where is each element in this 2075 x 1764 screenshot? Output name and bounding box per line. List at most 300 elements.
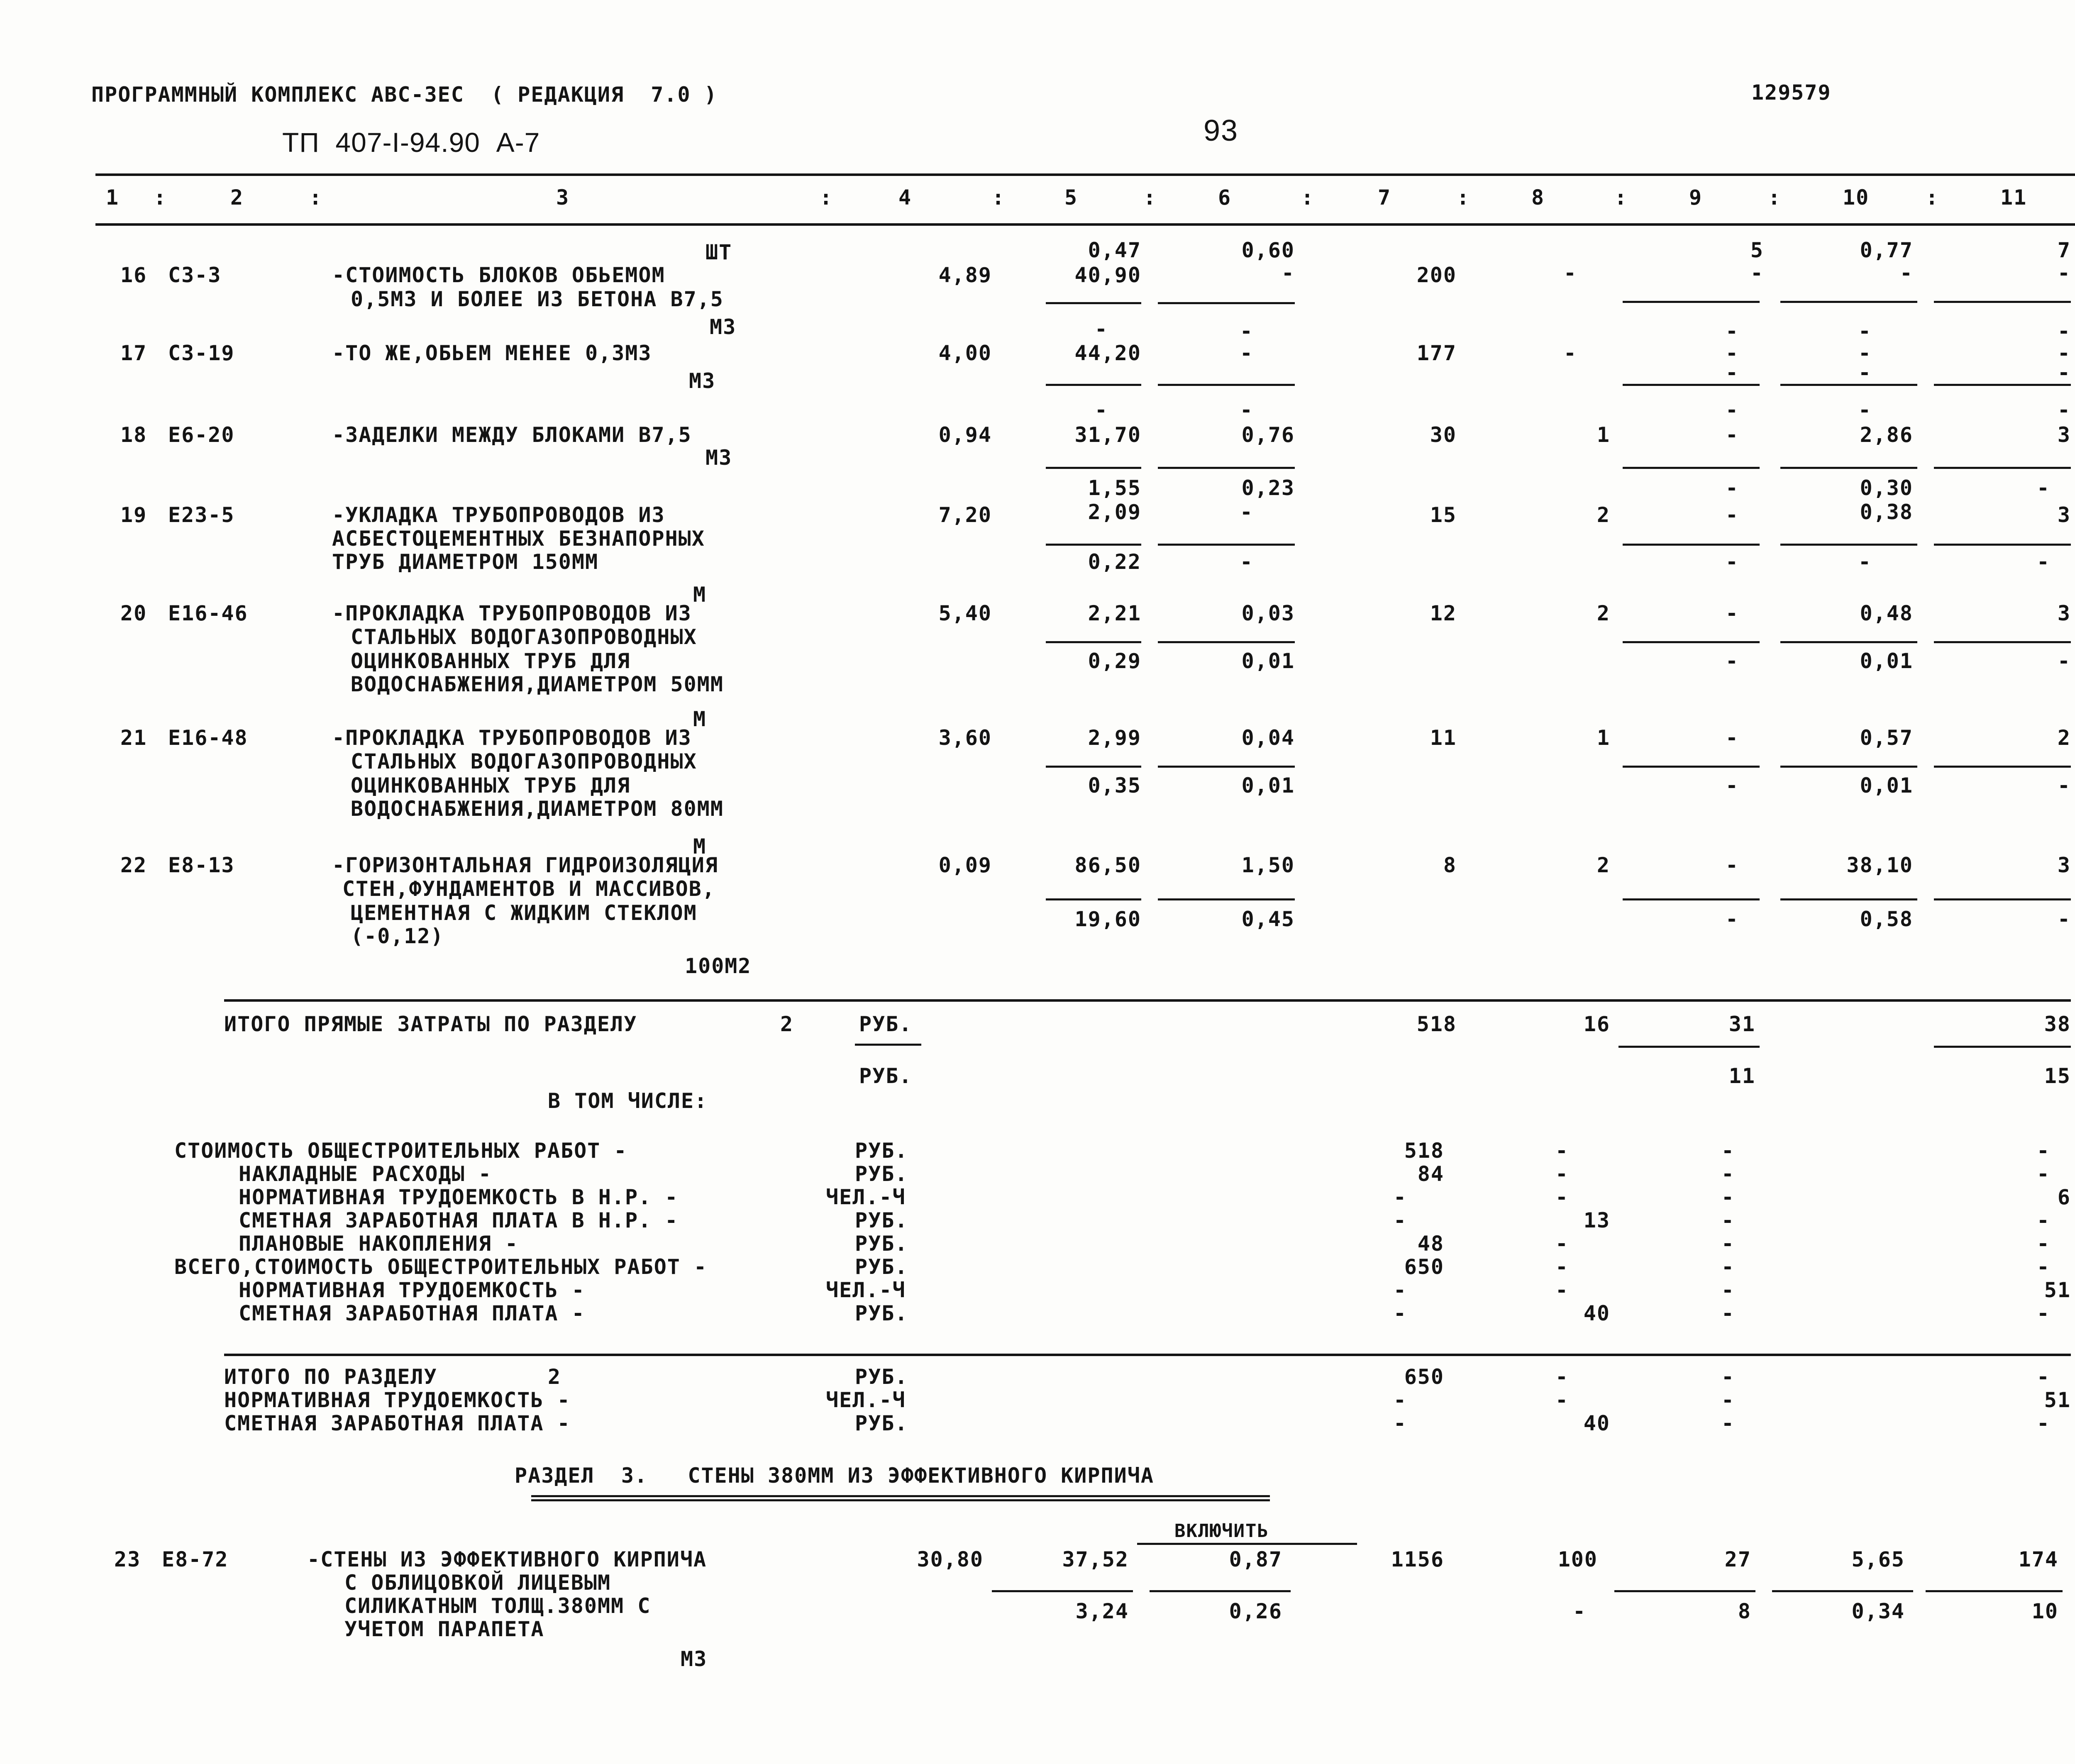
breakdown-label: СМЕТНАЯ ЗАРАБОТНАЯ ПЛАТА - (239, 1301, 585, 1325)
breakdown-label: СМЕТНАЯ ЗАРАБОТНАЯ ПЛАТА В Н.Р. - (239, 1208, 679, 1232)
row-description: 0,5М3 И БОЛЕЕ ИЗ БЕТОНА В7,5 (351, 287, 724, 311)
row-col6: 0,23 (1241, 476, 1295, 500)
col-header-10: 10 (1843, 185, 1870, 210)
breakdown-col9: - (1721, 1162, 1735, 1186)
total-col9: 11 (1728, 1064, 1755, 1088)
row-col6: - (1281, 261, 1295, 285)
row-col6: - (1240, 341, 1253, 365)
row-number: 20 (120, 601, 147, 625)
row-col11: - (2057, 398, 2071, 422)
row-col11: 174 (2018, 1547, 2058, 1571)
row-col7: 30 (1430, 423, 1457, 447)
row-col5: 3,24 (1075, 1599, 1129, 1623)
row-col4: 7,20 (938, 503, 992, 527)
row-col10: 0,34 (1851, 1599, 1905, 1623)
section-total-unit: ЧЕЛ.-Ч (826, 1388, 906, 1412)
row-col4: 4,89 (938, 263, 992, 287)
breakdown-col9: - (1721, 1185, 1735, 1209)
row-col11: - (2057, 341, 2071, 365)
row-col11: 2 (2057, 726, 2071, 750)
row-number: 17 (120, 341, 147, 365)
row-col9: 27 (1724, 1547, 1751, 1571)
breakdown-label: НАКЛАДНЫЕ РАСХОДЫ - (239, 1162, 492, 1186)
row-col7: 8 (1443, 853, 1457, 877)
section-total-col7: - (1393, 1388, 1407, 1412)
row-col8-dash: - (1573, 1599, 1587, 1623)
row-col9: - (1725, 398, 1739, 422)
breakdown-col11: - (2036, 1139, 2050, 1163)
row-col7: 11 (1430, 726, 1457, 750)
underline (1618, 1046, 1760, 1048)
table-row (0, 476, 2075, 580)
total-col9: 31 (1728, 1012, 1755, 1036)
breakdown-col7: - (1393, 1301, 1407, 1325)
underline (1780, 898, 1917, 900)
row-description: ЦЕМЕНТНАЯ С ЖИДКИМ СТЕКЛОМ (351, 901, 697, 925)
row-col6: - (1240, 500, 1253, 524)
row-col10: - (1858, 398, 1872, 422)
row-description: -ЗАДЕЛКИ МЕЖДУ БЛОКАМИ В7,5 (332, 423, 692, 447)
row-col5: - (1094, 317, 1108, 341)
col-separator: : (992, 185, 1006, 210)
row-col5: 0,47 (1088, 238, 1141, 262)
row-col6: 1,50 (1241, 853, 1295, 877)
row-col10: 5,65 (1851, 1547, 1905, 1571)
row-col5: 1,55 (1088, 476, 1141, 500)
breakdown-label: НОРМАТИВНАЯ ТРУДОЕМКОСТЬ - (239, 1278, 585, 1302)
row-number: 21 (120, 726, 147, 750)
row-col7: 12 (1430, 601, 1457, 625)
row-col8: 1 (1597, 726, 1610, 750)
col-separator: : (820, 185, 833, 210)
underline (1158, 766, 1295, 768)
row-number: 16 (120, 263, 147, 287)
row-col6: - (1240, 319, 1253, 343)
row-col9: - (1725, 423, 1739, 447)
breakdown-label: НОРМАТИВНАЯ ТРУДОЕМКОСТЬ В Н.Р. - (239, 1185, 679, 1209)
project-label: ТП 407-I-94.90 А-7 (282, 127, 540, 158)
underline (1934, 898, 2071, 900)
program-header: ПРОГРАММНЫЙ КОМПЛЕКС АВС-3ЕС ( РЕДАКЦИЯ 7.0 ) (91, 83, 718, 107)
row-col9: - (1725, 773, 1739, 798)
section-total-section: 2 (548, 1365, 561, 1389)
row-col8: 2 (1597, 853, 1610, 877)
row-col5: 0,29 (1088, 649, 1141, 673)
underline (855, 1044, 921, 1046)
row-col11: - (2057, 261, 2071, 285)
row-number: 23 (114, 1547, 141, 1571)
underline (1780, 641, 1917, 643)
underline (1614, 1590, 1755, 1592)
table-row (0, 708, 2075, 832)
row-col10: - (1858, 341, 1872, 365)
breakdown-col11: 6 (2057, 1185, 2071, 1209)
section-total-label: НОРМАТИВНАЯ ТРУДОЕМКОСТЬ - (224, 1388, 571, 1412)
row-col6: - (1240, 398, 1253, 422)
row-col6: 0,03 (1241, 601, 1295, 625)
section-total-col9: - (1721, 1411, 1735, 1435)
row-description: СИЛИКАТНЫМ ТОЛЩ.380ММ С (344, 1594, 651, 1618)
row-col9: - (1725, 726, 1739, 750)
underline (1780, 301, 1917, 303)
col-separator: : (309, 185, 323, 210)
row-description: -УКЛАДКА ТРУБОПРОВОДОВ ИЗ (332, 503, 665, 527)
breakdown-col8: - (1555, 1278, 1569, 1302)
breakdown-col7: 518 (1404, 1139, 1444, 1163)
row-col7: 200 (1416, 263, 1457, 287)
column-header-row (0, 186, 2075, 211)
breakdown-col11: - (2036, 1162, 2050, 1186)
breakdown-unit: РУБ. (855, 1162, 908, 1186)
row-code: Е16-46 (168, 601, 248, 625)
in-that-number-label: В ТОМ ЧИСЛЕ: (548, 1089, 708, 1113)
row-col9: - (1725, 361, 1739, 385)
row-col11: - (2036, 476, 2050, 500)
row-col5: 86,50 (1074, 853, 1141, 877)
row-col9: - (1725, 649, 1739, 673)
section-total-col7: - (1393, 1411, 1407, 1435)
row-col9: - (1725, 341, 1739, 365)
row-col10: - (1858, 361, 1872, 385)
breakdown-col9: - (1721, 1139, 1735, 1163)
row-col11: 3 (2057, 853, 2071, 877)
table-top-rule (95, 173, 2075, 176)
row-unit: М (693, 834, 707, 859)
row-col11: 7 (2057, 238, 2071, 262)
row-col7: 1156 (1391, 1547, 1444, 1571)
row-col10: 0,48 (1860, 601, 1913, 625)
row-col10: 0,30 (1860, 476, 1913, 500)
row-number: 19 (120, 503, 147, 527)
col-header-4: 4 (898, 185, 912, 210)
row-col4: 4,00 (938, 341, 992, 365)
section-total-unit: РУБ. (855, 1411, 908, 1435)
section-total-col7: 650 (1404, 1365, 1444, 1389)
breakdown-label: СТОИМОСТЬ ОБЩЕСТРОИТЕЛЬНЫХ РАБОТ - (174, 1139, 627, 1163)
breakdown-col9: - (1721, 1255, 1735, 1279)
underline (1780, 544, 1917, 546)
breakdown-col11: 51 (2044, 1278, 2071, 1302)
row-col9: - (1725, 550, 1739, 574)
row-col6: 0,01 (1241, 773, 1295, 798)
row-col9: - (1725, 601, 1739, 625)
row-col9: 8 (1738, 1599, 1751, 1623)
row-unit-below: 100М2 (685, 954, 752, 978)
col-header-11: 11 (2000, 185, 2027, 210)
underline (1934, 301, 2071, 303)
row-col10: 0,77 (1860, 238, 1913, 262)
row-col8: 1 (1597, 423, 1610, 447)
breakdown-col9: - (1721, 1232, 1735, 1256)
row-col10: - (1858, 550, 1872, 574)
underline (1046, 641, 1141, 643)
row-description: УЧЕТОМ ПАРАПЕТА (344, 1617, 544, 1641)
underline (1158, 898, 1295, 900)
col-header-7: 7 (1378, 185, 1391, 210)
table-row (0, 583, 2075, 708)
section-rule (224, 1354, 2071, 1356)
breakdown-block (0, 1139, 2075, 1347)
underline (1046, 302, 1141, 304)
underline (1934, 467, 2071, 469)
row-col9: - (1750, 261, 1764, 285)
table-row (0, 239, 2075, 309)
section-total-col11: - (2036, 1365, 2050, 1389)
underline (1158, 544, 1295, 546)
section-total-col8: - (1555, 1365, 1569, 1389)
breakdown-unit: РУБ. (855, 1208, 908, 1232)
row-code: Е16-48 (168, 726, 248, 750)
row-col10: 0,01 (1860, 649, 1913, 673)
row-col10: 0,58 (1860, 907, 1913, 931)
row-col4: 3,60 (938, 726, 992, 750)
row-col5: 2,21 (1088, 601, 1141, 625)
row-col9: - (1725, 907, 1739, 931)
breakdown-col9: - (1721, 1278, 1735, 1302)
breakdown-col8: 40 (1583, 1301, 1610, 1325)
row-col7: 15 (1430, 503, 1457, 527)
row-unit: М3 (706, 446, 732, 470)
breakdown-label: ПЛАНОВЫЕ НАКОПЛЕНИЯ - (239, 1232, 519, 1256)
row-description: ТРУБ ДИАМЕТРОМ 150ММ (332, 550, 599, 574)
col-separator: : (1768, 185, 1782, 210)
underline (1158, 302, 1295, 304)
row-col10: 38,10 (1846, 853, 1913, 877)
breakdown-unit: РУБ. (855, 1139, 908, 1163)
breakdown-unit: ЧЕЛ.-Ч (826, 1278, 906, 1302)
row-col8: 100 (1557, 1547, 1598, 1571)
document-code: 129579 (1751, 81, 1831, 105)
row-description: -ПРОКЛАДКА ТРУБОПРОВОДОВ ИЗ (332, 601, 692, 625)
row-description: АСБЕСТОЦЕМЕНТНЫХ БЕЗНАПОРНЫХ (332, 527, 705, 551)
col-header-6: 6 (1218, 185, 1232, 210)
total-col8: 16 (1583, 1012, 1610, 1036)
row-description: -СТЕНЫ ИЗ ЭФФЕКТИВНОГО КИРПИЧА (307, 1547, 707, 1571)
col-separator: : (1143, 185, 1157, 210)
row-description: СТЕН,ФУНДАМЕНТОВ И МАССИВОВ, (342, 877, 715, 901)
row-col6: 0,87 (1229, 1547, 1282, 1571)
row-description: -ГОРИЗОНТАЛЬНАЯ ГИДРОИЗОЛЯЦИЯ (332, 853, 718, 877)
section-3-title: РАЗДЕЛ 3. СТЕНЫ 380ММ ИЗ ЭФФЕКТИВНОГО КИРПИЧА (515, 1464, 1154, 1488)
breakdown-col8: - (1555, 1255, 1569, 1279)
section-rule (224, 999, 2071, 1002)
row-col9: - (1725, 476, 1739, 500)
breakdown-unit: РУБ. (855, 1255, 908, 1279)
underline (1623, 301, 1760, 303)
row-col9: - (1725, 503, 1739, 527)
underline (1623, 544, 1760, 546)
row-col6: 0,01 (1241, 649, 1295, 673)
underline (1934, 544, 2071, 546)
underline (1623, 384, 1760, 386)
row-description: СТАЛЬНЫХ ВОДОГАЗОПРОВОДНЫХ (351, 625, 697, 649)
section-total-col8: - (1555, 1388, 1569, 1412)
row-col11: 3 (2057, 601, 2071, 625)
row-col8: 2 (1597, 503, 1610, 527)
total-unit: РУБ. (859, 1064, 913, 1088)
underline (1623, 641, 1760, 643)
row-col8: 2 (1597, 601, 1610, 625)
header-bottom-rule (95, 223, 2075, 226)
row-col6: 0,04 (1241, 726, 1295, 750)
row-col4: 0,09 (938, 853, 992, 877)
row-col11: - (2057, 907, 2071, 931)
row-col5: 0,22 (1088, 550, 1141, 574)
total-section: 2 (780, 1012, 794, 1036)
row-col11: 3 (2057, 503, 2071, 527)
breakdown-unit: ЧЕЛ.-Ч (826, 1185, 906, 1209)
row-col10: 0,01 (1860, 773, 1913, 798)
section-total-label: СМЕТНАЯ ЗАРАБОТНАЯ ПЛАТА - (224, 1411, 571, 1435)
underline (1780, 766, 1917, 768)
underline (1772, 1590, 1913, 1592)
row-col5: 44,20 (1074, 341, 1141, 365)
row-code: Е6-20 (168, 423, 235, 447)
breakdown-col7: 48 (1417, 1232, 1444, 1256)
breakdown-col7: - (1393, 1208, 1407, 1232)
breakdown-col9: - (1721, 1208, 1735, 1232)
row-number: 22 (120, 853, 147, 877)
page-number: 93 (1204, 114, 1239, 147)
underline (992, 1590, 1133, 1592)
underline (1150, 1590, 1291, 1592)
breakdown-unit: РУБ. (855, 1301, 908, 1325)
breakdown-col7: - (1393, 1185, 1407, 1209)
row-col5: 2,09 (1088, 500, 1141, 524)
table-row (0, 835, 2075, 984)
row-col6: 0,60 (1241, 238, 1295, 262)
breakdown-label: ВСЕГО,СТОИМОСТЬ ОБЩЕСТРОИТЕЛЬНЫХ РАБОТ - (174, 1255, 708, 1279)
row-col9: - (1725, 853, 1739, 877)
breakdown-col8: - (1555, 1139, 1569, 1163)
row-col6: 0,26 (1229, 1599, 1282, 1623)
underline (1158, 384, 1295, 386)
breakdown-col8: - (1555, 1232, 1569, 1256)
row-number: 18 (120, 423, 147, 447)
row-description: -ТО ЖЕ,ОБЬЕМ МЕНЕЕ 0,3М3 (332, 341, 652, 365)
row-col10: 0,57 (1860, 726, 1913, 750)
col-header-1: 1 (106, 185, 120, 210)
row-description: ВОДОСНАБЖЕНИЯ,ДИАМЕТРОМ 80ММ (351, 797, 724, 821)
section-total-unit: РУБ. (855, 1365, 908, 1389)
row-col6: 0,45 (1241, 907, 1295, 931)
row-col5: 40,90 (1074, 263, 1141, 287)
row-col11: - (2057, 649, 2071, 673)
row-unit-label: М3 (689, 369, 716, 393)
row-col11: - (2036, 550, 2050, 574)
breakdown-col7: - (1393, 1278, 1407, 1302)
underline (1623, 898, 1760, 900)
row-col6: - (1240, 550, 1253, 574)
row-col11: - (2057, 361, 2071, 385)
col-separator: : (154, 185, 167, 210)
row-col10: - (1899, 261, 1913, 285)
row-col8: - (1563, 341, 1577, 365)
underline (1623, 467, 1760, 469)
row-col10: 2,86 (1860, 423, 1913, 447)
row-col11: 10 (2031, 1599, 2058, 1623)
underline (1780, 467, 1917, 469)
section-total-block (0, 1365, 2075, 1444)
underline (1934, 766, 2071, 768)
breakdown-col11: - (2036, 1255, 2050, 1279)
breakdown-col11: - (2036, 1301, 2050, 1325)
total-unit: РУБ. (859, 1012, 913, 1036)
row-description: ОЦИНКОВАННЫХ ТРУБ ДЛЯ (351, 649, 631, 673)
col-separator: : (1301, 185, 1315, 210)
underline (1158, 641, 1295, 643)
breakdown-col8: - (1555, 1185, 1569, 1209)
section-3-double-underline (531, 1495, 1270, 1501)
row-col11: - (2057, 773, 2071, 798)
table-row (0, 398, 2075, 473)
breakdown-col8: 13 (1583, 1208, 1610, 1232)
breakdown-col8: - (1555, 1162, 1569, 1186)
col-header-2: 2 (230, 185, 244, 210)
row-description: -СТОИМОСТЬ БЛОКОВ ОБЬЕМОМ (332, 263, 665, 287)
underline (1046, 467, 1141, 469)
row-col5: - (1094, 398, 1108, 422)
underline (1780, 384, 1917, 386)
row-col4: 5,40 (938, 601, 992, 625)
row-col5: 19,60 (1074, 907, 1141, 931)
row-col7: 177 (1416, 341, 1457, 365)
row-col5: 0,35 (1088, 773, 1141, 798)
breakdown-col11: - (2036, 1208, 2050, 1232)
include-note-underline (1137, 1543, 1357, 1545)
breakdown-col7: 84 (1417, 1162, 1444, 1186)
include-note: ВКЛЮЧИТЬ (1174, 1520, 1269, 1542)
row-col11: - (2057, 319, 2071, 343)
row-description: С ОБЛИЦОВКОЙ ЛИЦЕВЫМ (344, 1571, 611, 1595)
row-col5: 2,99 (1088, 726, 1141, 750)
row-col4: 0,94 (938, 423, 992, 447)
col-header-9: 9 (1689, 185, 1703, 210)
total-col11: 15 (2044, 1064, 2071, 1088)
breakdown-col11: - (2036, 1232, 2050, 1256)
breakdown-unit: РУБ. (855, 1232, 908, 1256)
row-unit: М (693, 583, 707, 607)
row-unit: М3 (681, 1647, 708, 1671)
row-description: СТАЛЬНЫХ ВОДОГАЗОПРОВОДНЫХ (351, 749, 697, 773)
total-col11: 38 (2044, 1012, 2071, 1036)
row-col10: 0,38 (1860, 500, 1913, 524)
row-unit-label: М3 (710, 315, 737, 339)
row-unit: М (693, 707, 707, 731)
section-total-col11: 51 (2044, 1388, 2071, 1412)
row-col8: - (1563, 261, 1577, 285)
direct-costs-total (0, 1013, 2075, 1104)
total-col7: 518 (1416, 1012, 1457, 1036)
row-description: ВОДОСНАБЖЕНИЯ,ДИАМЕТРОМ 50ММ (351, 672, 724, 696)
underline (1046, 544, 1141, 546)
section-total-label: ИТОГО ПО РАЗДЕЛУ (224, 1365, 437, 1389)
total-label: ИТОГО ПРЯМЫЕ ЗАТРАТЫ ПО РАЗДЕЛУ (224, 1012, 637, 1036)
row-col5: 31,70 (1074, 423, 1141, 447)
row-col5: 37,52 (1062, 1547, 1129, 1571)
row-col4: 30,80 (917, 1547, 984, 1571)
col-separator: : (1614, 185, 1628, 210)
breakdown-col7: 650 (1404, 1255, 1444, 1279)
underline (1158, 467, 1295, 469)
row-code: С3-3 (168, 263, 222, 287)
col-header-3: 3 (556, 185, 570, 210)
underline (1623, 766, 1760, 768)
row-col9: - (1725, 319, 1739, 343)
section-total-col11: - (2036, 1411, 2050, 1435)
row-description: (-0,12) (351, 924, 444, 948)
row-description: -ПРОКЛАДКА ТРУБОПРОВОДОВ ИЗ (332, 726, 692, 750)
